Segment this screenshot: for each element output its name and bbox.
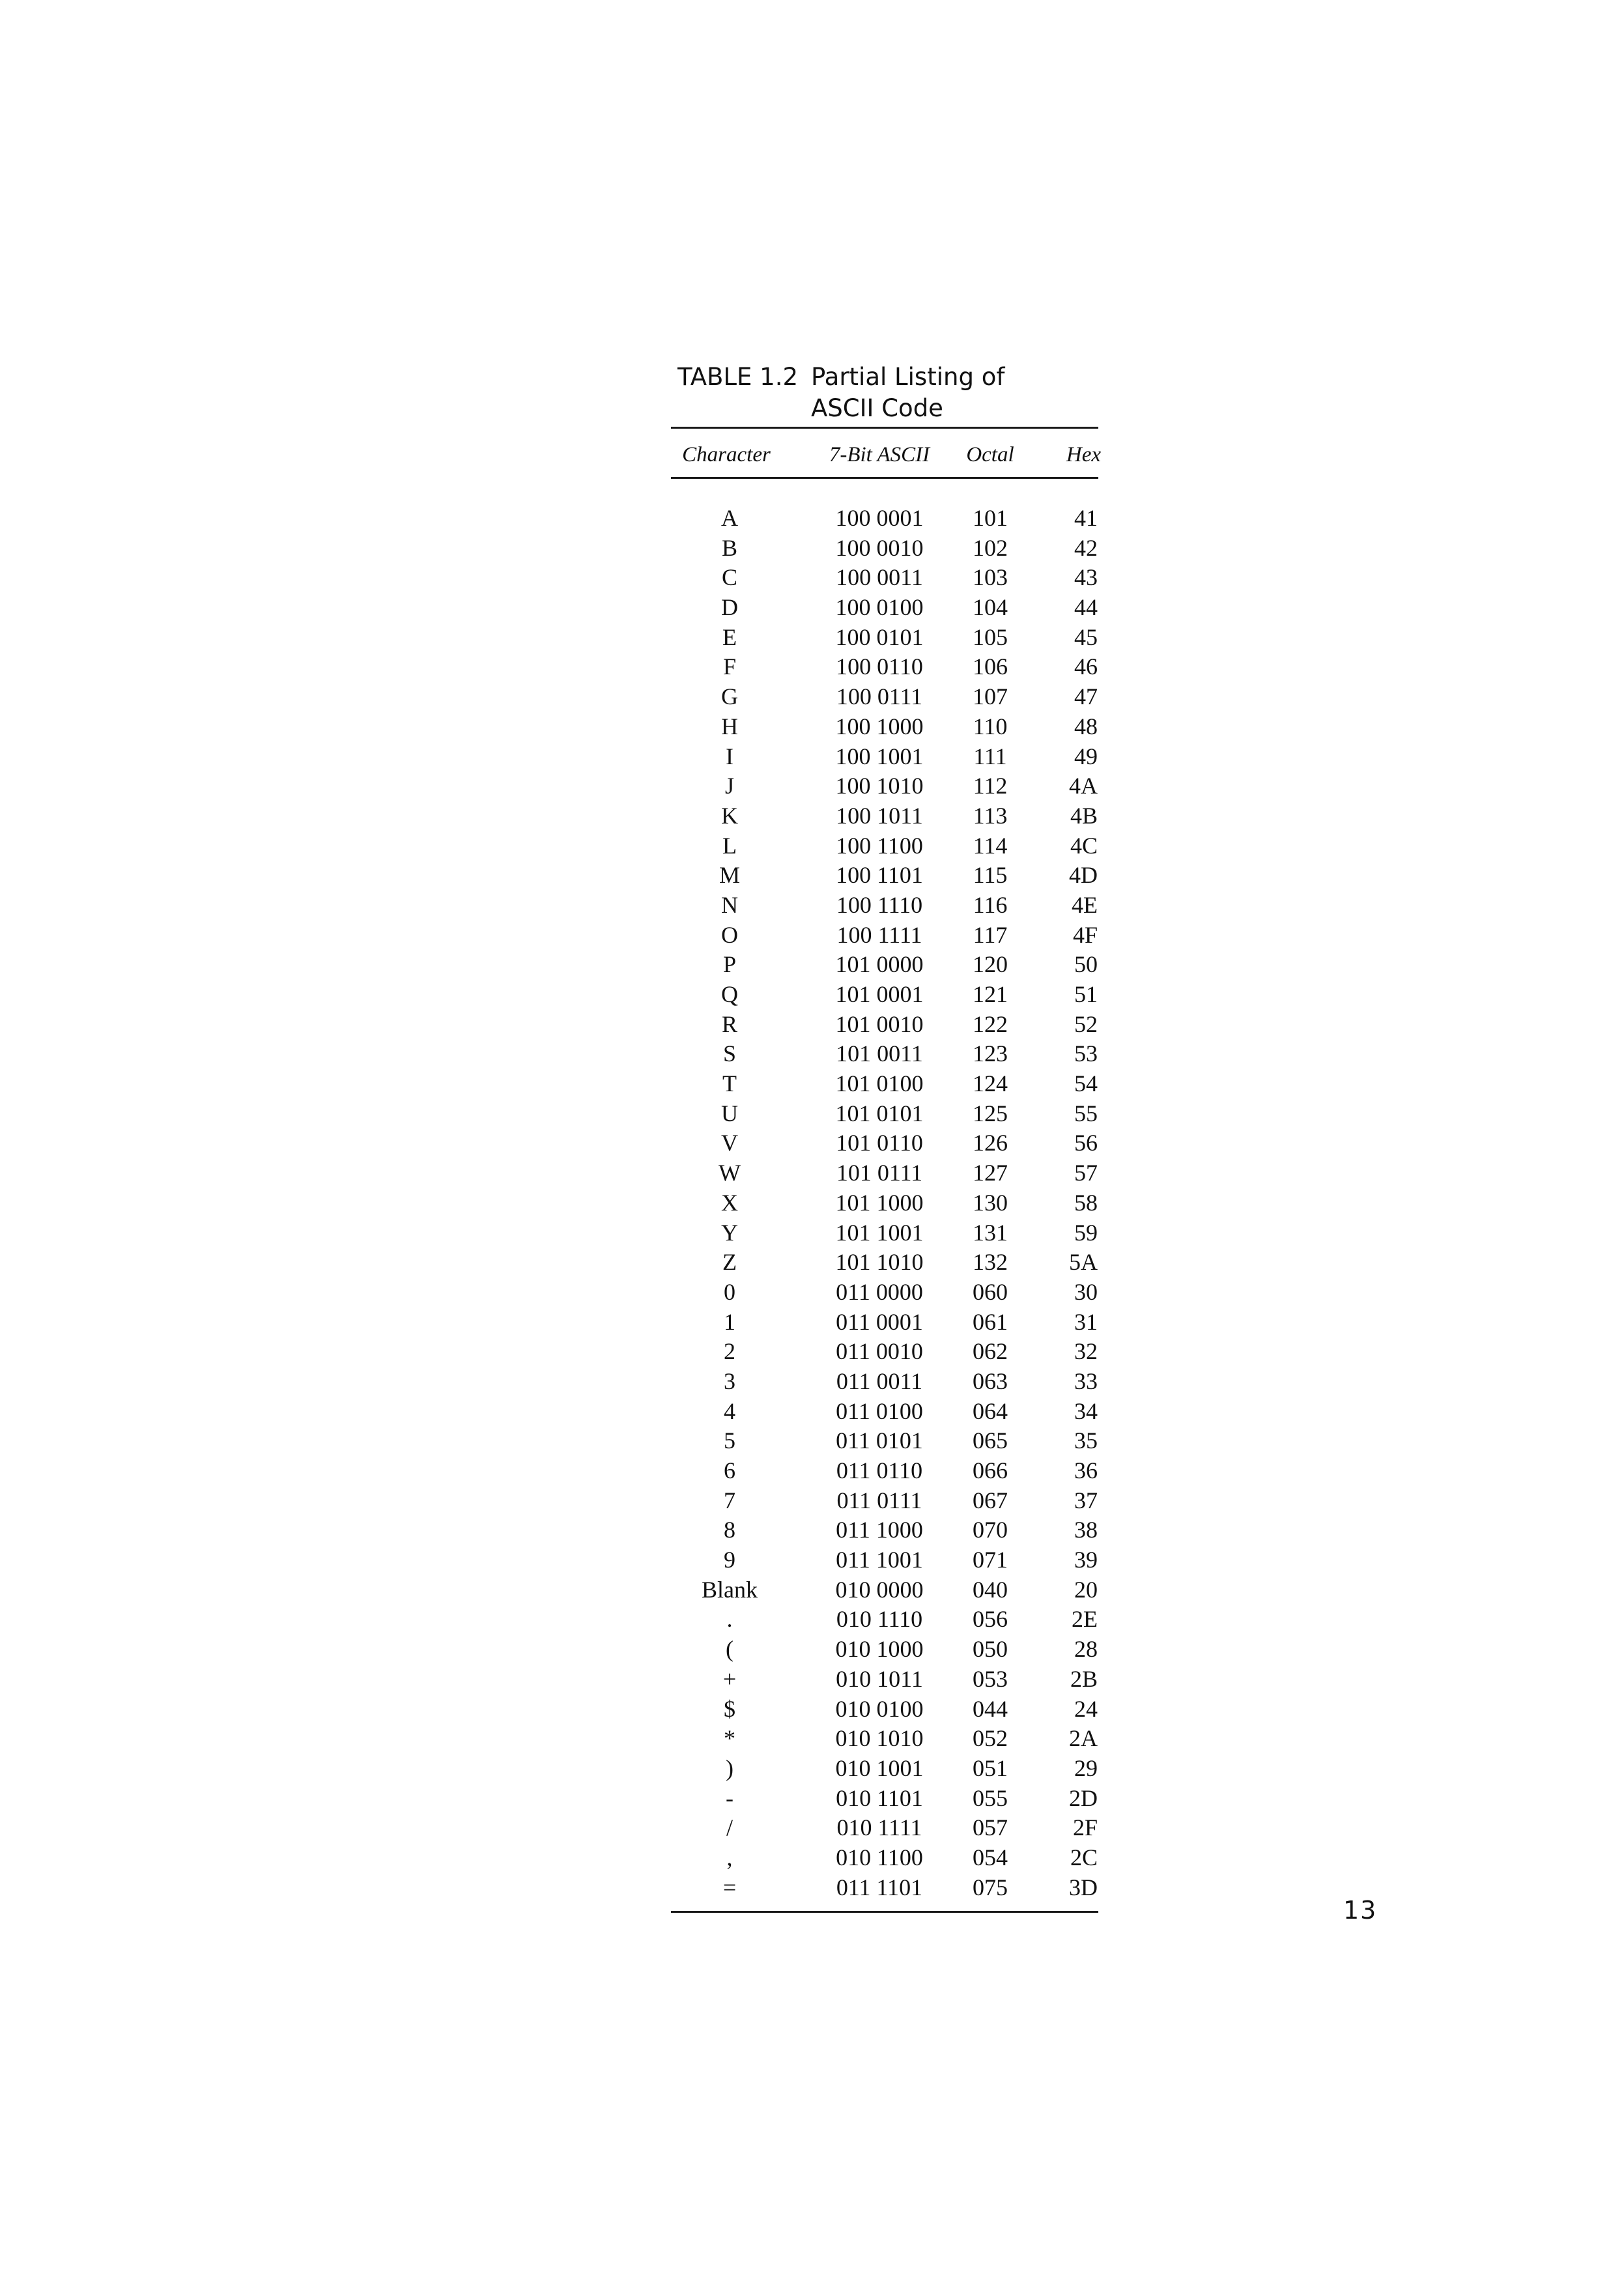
hex-cell: 48 (1074, 713, 1098, 739)
character-cell: F (722, 653, 737, 680)
binary-cell: 011 1000 (836, 1517, 923, 1543)
table-row (0, 921, 1624, 951)
hex-cell: 35 (1074, 1427, 1098, 1454)
octal-cell: 122 (973, 1010, 1008, 1037)
character-cell: * (724, 1725, 735, 1752)
character-cell: E (722, 623, 737, 650)
table-row (0, 1069, 1624, 1099)
octal-cell: 055 (973, 1784, 1008, 1811)
character-cell: L (722, 832, 737, 859)
character-cell: G (721, 683, 738, 710)
octal-cell: 127 (973, 1160, 1008, 1186)
hex-cell: 49 (1074, 743, 1098, 769)
octal-cell: 113 (973, 802, 1008, 829)
octal-cell: 117 (973, 921, 1008, 948)
table-title: Partial Listing of ASCII Code (811, 363, 1005, 422)
table-row (0, 831, 1624, 861)
binary-cell: 100 1100 (836, 832, 923, 859)
table-row (0, 1337, 1624, 1367)
octal-cell: 114 (973, 832, 1008, 859)
binary-cell: 100 0010 (835, 534, 924, 561)
column-header-hex: Hex (1066, 443, 1101, 466)
binary-cell: 100 1111 (836, 921, 922, 948)
table-row (0, 1843, 1624, 1873)
table-row (0, 742, 1624, 772)
table-row (0, 563, 1624, 593)
top-rule (671, 427, 1098, 429)
binary-cell: 011 0010 (836, 1338, 923, 1365)
binary-cell: 101 0100 (835, 1070, 924, 1097)
octal-cell: 124 (973, 1070, 1008, 1097)
hex-cell: 53 (1074, 1040, 1098, 1067)
column-header-octal: Octal (966, 443, 1014, 466)
character-cell: 5 (724, 1427, 735, 1454)
table-row (0, 1873, 1624, 1903)
octal-cell: 063 (973, 1368, 1008, 1394)
octal-cell: 065 (973, 1427, 1008, 1454)
binary-cell: 101 0011 (836, 1040, 923, 1067)
table-row (0, 534, 1624, 564)
character-cell: 2 (724, 1338, 735, 1365)
table-row (0, 712, 1624, 742)
character-cell: , (726, 1844, 733, 1870)
character-cell: H (721, 713, 738, 739)
character-cell: K (721, 802, 738, 829)
octal-cell: 103 (973, 564, 1008, 591)
binary-cell: 100 1010 (835, 773, 924, 799)
character-cell: T (722, 1070, 737, 1097)
character-cell: 1 (724, 1308, 735, 1335)
binary-cell: 010 1000 (835, 1636, 924, 1663)
binary-cell: 011 0110 (836, 1457, 923, 1483)
binary-cell: 100 1110 (836, 891, 923, 918)
binary-cell: 010 1110 (836, 1606, 923, 1633)
octal-cell: 102 (973, 534, 1008, 561)
hex-cell: 36 (1074, 1457, 1098, 1483)
binary-cell: 010 1101 (836, 1784, 923, 1811)
hex-cell: 2A (1069, 1725, 1098, 1752)
character-cell: ( (726, 1636, 734, 1663)
hex-cell: 31 (1074, 1308, 1098, 1335)
table-row (0, 1635, 1624, 1665)
table-row (0, 980, 1624, 1010)
octal-cell: 066 (973, 1457, 1008, 1483)
table-row (0, 1784, 1624, 1814)
binary-cell: 101 0010 (835, 1010, 924, 1037)
character-cell: X (721, 1189, 738, 1216)
octal-cell: 125 (973, 1100, 1008, 1126)
binary-cell: 011 0111 (836, 1487, 922, 1513)
character-cell: 8 (724, 1517, 735, 1543)
table-row (0, 861, 1624, 891)
character-cell: 4 (724, 1397, 735, 1424)
octal-cell: 070 (973, 1517, 1008, 1543)
table-row (0, 1308, 1624, 1338)
binary-cell: 101 0001 (835, 981, 924, 1007)
table-row (0, 1099, 1624, 1129)
character-cell: I (726, 743, 734, 769)
binary-cell: 011 0101 (836, 1427, 923, 1454)
octal-cell: 040 (973, 1576, 1008, 1603)
octal-cell: 061 (973, 1308, 1008, 1335)
table-row (0, 771, 1624, 801)
binary-cell: 011 0011 (836, 1368, 923, 1394)
octal-cell: 111 (973, 743, 1007, 769)
hex-cell: 37 (1074, 1487, 1098, 1513)
table-row (0, 1754, 1624, 1784)
table-row (0, 1515, 1624, 1545)
character-cell: 3 (724, 1368, 735, 1394)
table-row (0, 1665, 1624, 1695)
character-cell: N (721, 891, 738, 918)
table-row (0, 1218, 1624, 1248)
bottom-rule (671, 1911, 1098, 1913)
hex-cell: 46 (1074, 653, 1098, 680)
octal-cell: 050 (973, 1636, 1008, 1663)
binary-cell: 101 1010 (835, 1249, 924, 1276)
table-row (0, 1188, 1624, 1218)
binary-cell: 010 1010 (835, 1725, 924, 1752)
character-cell: V (721, 1130, 738, 1156)
hex-cell: 20 (1074, 1576, 1098, 1603)
character-cell: / (726, 1814, 733, 1841)
page-number: 13 (1343, 1896, 1378, 1925)
octal-cell: 121 (973, 981, 1008, 1007)
table-row (0, 1813, 1624, 1843)
table-row (0, 1575, 1624, 1605)
hex-cell: 32 (1074, 1338, 1098, 1365)
character-cell: O (721, 921, 738, 948)
character-cell: 6 (724, 1457, 735, 1483)
hex-cell: 51 (1074, 981, 1098, 1007)
table-row (0, 623, 1624, 653)
binary-cell: 100 1101 (836, 862, 923, 889)
binary-cell: 100 0101 (835, 623, 924, 650)
octal-cell: 120 (973, 951, 1008, 978)
octal-cell: 106 (973, 653, 1008, 680)
hex-cell: 2E (1072, 1606, 1098, 1633)
hex-cell: 39 (1074, 1547, 1098, 1573)
binary-cell: 100 1011 (836, 802, 923, 829)
header-rule (671, 477, 1098, 479)
binary-cell: 101 0110 (836, 1130, 923, 1156)
octal-cell: 112 (973, 773, 1008, 799)
table-row (0, 1545, 1624, 1575)
octal-cell: 105 (973, 623, 1008, 650)
hex-cell: 4C (1070, 832, 1098, 859)
character-cell: W (719, 1160, 741, 1186)
binary-cell: 101 0000 (835, 951, 924, 978)
binary-cell: 010 1111 (836, 1814, 922, 1841)
table-row (0, 1695, 1624, 1725)
table-row (0, 801, 1624, 831)
character-cell: Blank (702, 1576, 758, 1603)
table-row (0, 1397, 1624, 1427)
binary-cell: 101 1000 (835, 1189, 924, 1216)
hex-cell: 33 (1074, 1368, 1098, 1394)
table-row (0, 1426, 1624, 1456)
character-cell: . (726, 1606, 733, 1633)
hex-cell: 43 (1074, 564, 1098, 591)
table-row (0, 504, 1624, 534)
binary-cell: 101 1001 (835, 1219, 924, 1246)
table-body (0, 504, 1624, 1902)
character-cell: Y (721, 1219, 738, 1246)
character-cell: Q (721, 981, 738, 1007)
binary-cell: 100 0110 (836, 653, 923, 680)
hex-cell: 55 (1074, 1100, 1098, 1126)
table-row (0, 1278, 1624, 1308)
table-row (0, 1248, 1624, 1278)
character-cell: R (721, 1010, 737, 1037)
octal-cell: 131 (973, 1219, 1008, 1246)
octal-cell: 057 (973, 1814, 1008, 1841)
hex-cell: 24 (1074, 1695, 1098, 1722)
hex-cell: 54 (1074, 1070, 1098, 1097)
table-row (0, 1158, 1624, 1188)
character-cell: M (719, 862, 740, 889)
hex-cell: 57 (1074, 1160, 1098, 1186)
hex-cell: 2D (1069, 1784, 1098, 1811)
table-row (0, 652, 1624, 682)
binary-cell: 100 1001 (835, 743, 924, 769)
binary-cell: 100 0011 (836, 564, 923, 591)
character-cell: 7 (724, 1487, 735, 1513)
hex-cell: 4F (1072, 921, 1098, 948)
column-header-character: Character (682, 443, 771, 466)
binary-cell: 101 0101 (835, 1100, 924, 1126)
binary-cell: 010 0100 (835, 1695, 924, 1722)
hex-cell: 30 (1074, 1278, 1098, 1305)
character-cell: D (721, 594, 738, 621)
octal-cell: 052 (973, 1725, 1008, 1752)
table-row (0, 1128, 1624, 1158)
binary-cell: 100 0111 (836, 683, 923, 710)
character-cell: S (722, 1040, 737, 1067)
character-cell: 0 (724, 1278, 735, 1305)
character-cell: U (721, 1100, 738, 1126)
binary-cell: 100 1000 (835, 713, 924, 739)
table-row (0, 891, 1624, 921)
column-header-7bit-ascii: 7-Bit ASCII (829, 443, 930, 466)
binary-cell: 011 0000 (836, 1278, 923, 1305)
hex-cell: 59 (1074, 1219, 1098, 1246)
octal-cell: 115 (973, 862, 1008, 889)
binary-cell: 011 0100 (836, 1397, 923, 1424)
binary-cell: 010 1001 (835, 1755, 924, 1781)
hex-cell: 4B (1070, 802, 1098, 829)
octal-cell: 051 (973, 1755, 1008, 1781)
hex-cell: 47 (1074, 683, 1098, 710)
binary-cell: 010 1011 (836, 1665, 923, 1692)
octal-cell: 132 (973, 1249, 1008, 1276)
table-row (0, 1605, 1624, 1635)
hex-cell: 34 (1074, 1397, 1098, 1424)
hex-cell: 5A (1069, 1249, 1098, 1276)
table-row (0, 1039, 1624, 1069)
octal-cell: 107 (973, 683, 1008, 710)
hex-cell: 44 (1074, 594, 1098, 621)
octal-cell: 056 (973, 1606, 1008, 1633)
hex-cell: 42 (1074, 534, 1098, 561)
binary-cell: 010 0000 (835, 1576, 924, 1603)
hex-cell: 41 (1074, 505, 1098, 531)
octal-cell: 071 (973, 1547, 1008, 1573)
character-cell: Z (722, 1249, 737, 1276)
hex-cell: 4D (1069, 862, 1098, 889)
octal-cell: 126 (973, 1130, 1008, 1156)
binary-cell: 011 1001 (836, 1547, 923, 1573)
hex-cell: 58 (1074, 1189, 1098, 1216)
hex-cell: 45 (1074, 623, 1098, 650)
octal-cell: 123 (973, 1040, 1008, 1067)
hex-cell: 28 (1074, 1636, 1098, 1663)
character-cell: $ (724, 1695, 735, 1722)
octal-cell: 104 (973, 594, 1008, 621)
binary-cell: 011 1101 (836, 1874, 923, 1900)
octal-cell: 075 (973, 1874, 1008, 1900)
character-cell: ) (726, 1755, 734, 1781)
octal-cell: 064 (973, 1397, 1008, 1424)
character-cell: - (726, 1784, 734, 1811)
octal-cell: 067 (973, 1487, 1008, 1513)
octal-cell: 060 (973, 1278, 1008, 1305)
hex-cell: 2B (1070, 1665, 1098, 1692)
octal-cell: 130 (973, 1189, 1008, 1216)
table-row (0, 1456, 1624, 1486)
table-row (0, 1724, 1624, 1754)
character-cell: B (721, 534, 737, 561)
hex-cell: 2C (1070, 1844, 1098, 1870)
hex-cell: 56 (1074, 1130, 1098, 1156)
hex-cell: 3D (1069, 1874, 1098, 1900)
binary-cell: 010 1100 (836, 1844, 923, 1870)
table-number: TABLE 1.2 (677, 363, 799, 391)
octal-cell: 053 (973, 1665, 1008, 1692)
binary-cell: 100 0100 (835, 594, 924, 621)
hex-cell: 4E (1072, 891, 1098, 918)
binary-cell: 100 0001 (835, 505, 924, 531)
character-cell: J (724, 773, 734, 799)
binary-cell: 101 0111 (836, 1160, 923, 1186)
character-cell: 9 (724, 1547, 735, 1573)
hex-cell: 4A (1069, 773, 1098, 799)
table-row (0, 950, 1624, 980)
hex-cell: 29 (1074, 1755, 1098, 1781)
octal-cell: 110 (973, 713, 1008, 739)
octal-cell: 101 (973, 505, 1008, 531)
table-row (0, 1367, 1624, 1397)
octal-cell: 062 (973, 1338, 1008, 1365)
hex-cell: 50 (1074, 951, 1098, 978)
character-cell: + (722, 1665, 737, 1692)
table-row (0, 1486, 1624, 1516)
table-row (0, 682, 1624, 712)
octal-cell: 116 (973, 891, 1008, 918)
octal-cell: 054 (973, 1844, 1008, 1870)
octal-cell: 044 (973, 1695, 1008, 1722)
hex-cell: 38 (1074, 1517, 1098, 1543)
character-cell: C (721, 564, 737, 591)
character-cell: A (721, 505, 738, 531)
character-cell: = (722, 1874, 737, 1900)
table-row (0, 593, 1624, 623)
table-row (0, 1010, 1624, 1040)
character-cell: P (722, 951, 737, 978)
hex-cell: 2F (1072, 1814, 1098, 1841)
hex-cell: 52 (1074, 1010, 1098, 1037)
binary-cell: 011 0001 (836, 1308, 923, 1335)
